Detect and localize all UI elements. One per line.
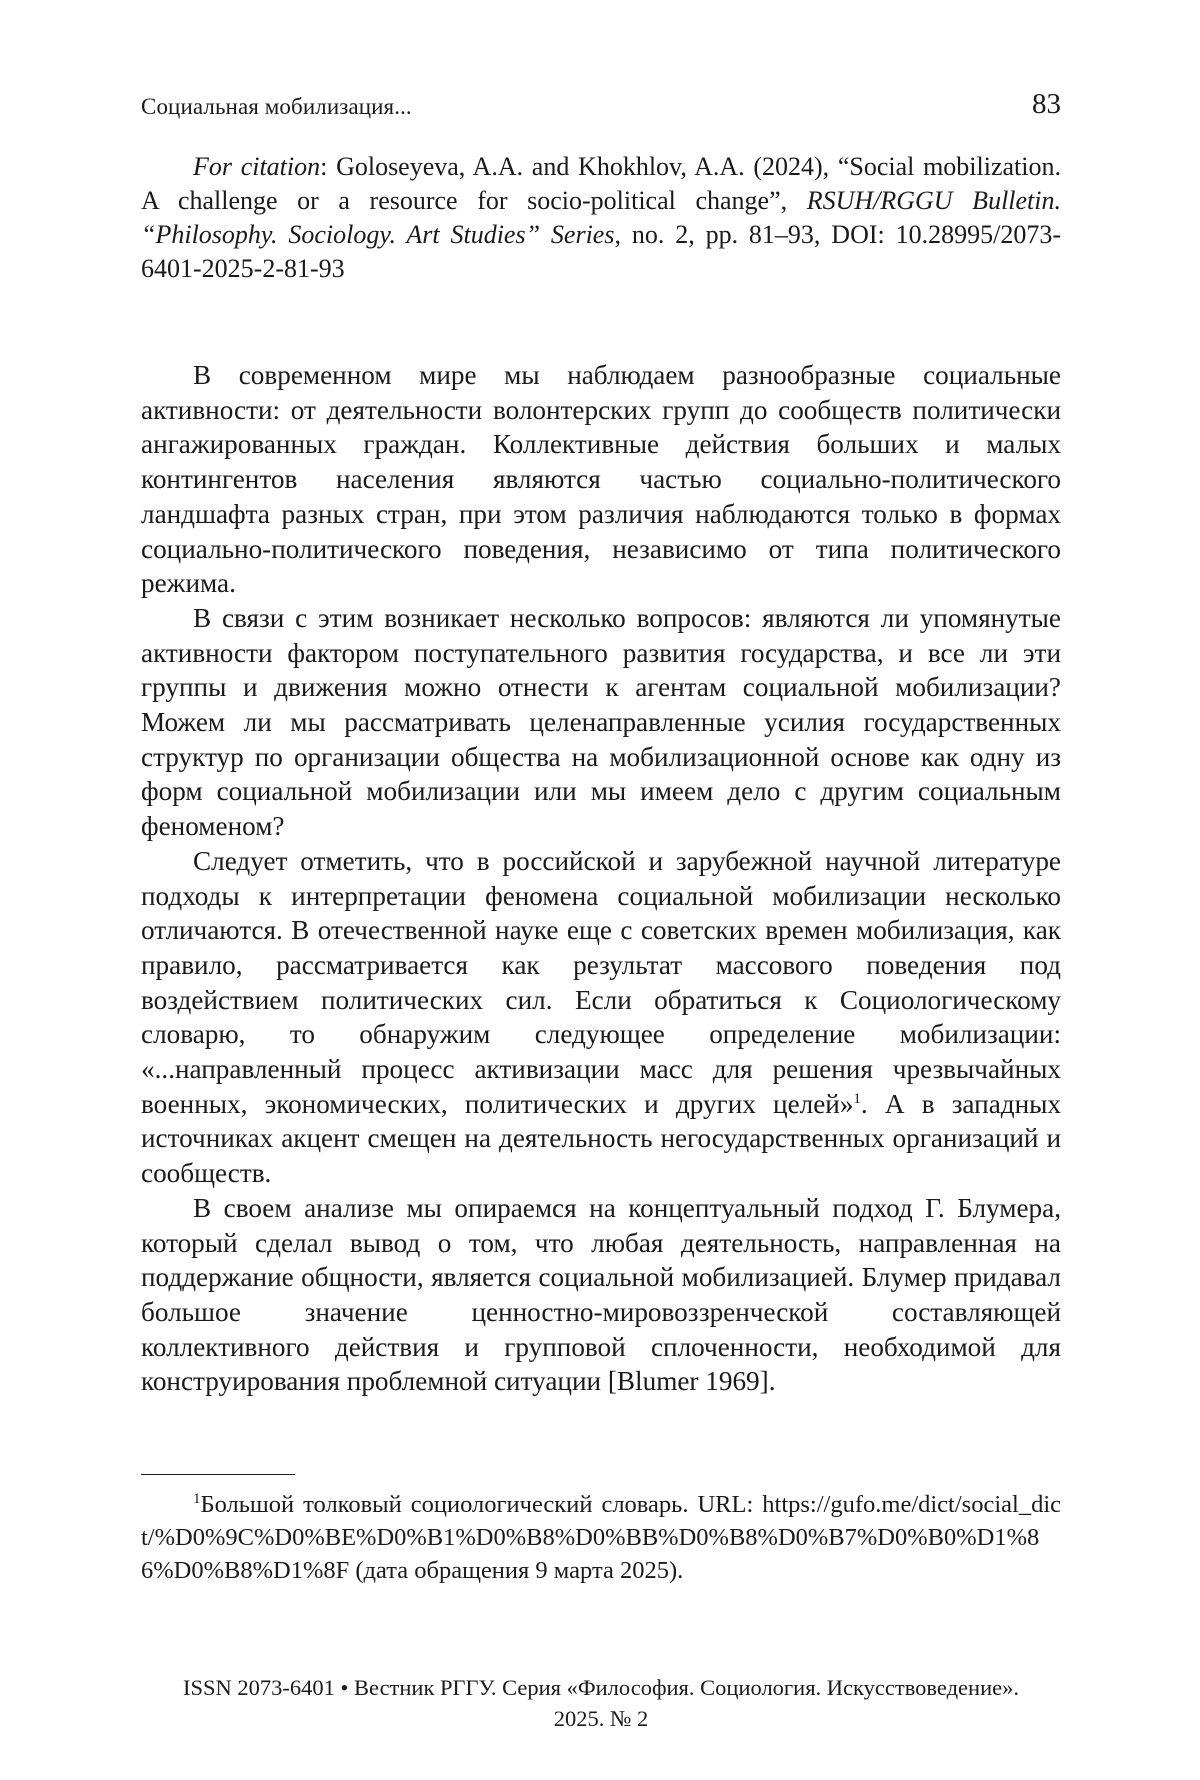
paragraph-2: В связи с этим возникает несколько вопросов: являются ли упомянутые активности фактором поступательного развития государства, и все ли эти группы и движения можно отнести к агентам социальной мобилизации? Можем ли мы рассматривать целенаправленные усилия государственных структур по организации общества на мобилизационной основе как одну из форм социальной мобилизации или мы имеем дело с другим социальным феноменом? xyxy=(141,602,1061,842)
body-text xyxy=(141,358,1061,1399)
paragraph-4: В своем анализе мы опираемся на концептуальный подход Г. Блумера, который сделал вывод о том, что любая деятельность, направленная на поддержание общности, является социальной мобилизацией. Блумер придавал большое значение ценностно-мировоззренческой составляющей коллективного действия и групповой сплоченности, необходимой для конструирования проблемной ситуации [Blumer 1969]. xyxy=(141,1192,1061,1397)
page-number: 83 xyxy=(1032,88,1061,120)
citation-separator: : xyxy=(320,152,337,181)
citation-journal: RSUH/RGGU Bulletin. “Philosophy. Sociology. Art Studies” Series xyxy=(141,186,1062,249)
footnote-reference: 1 xyxy=(853,1090,861,1107)
paragraph-3 xyxy=(141,844,1061,1191)
footer-journal-line: ISSN 2073-6401 • Вестник РГГУ. Серия «Философия. Социология. Искусствоведение». xyxy=(183,1675,1019,1700)
running-title: Социальная мобилизация... xyxy=(141,94,412,119)
footnote-divider xyxy=(141,1474,295,1475)
footnote-marker: 1 xyxy=(193,1490,201,1507)
footer-issue-line: 2025. № 2 xyxy=(553,1706,649,1731)
footnote-text: Большой толковый социологический словарь. URL: https://gufo.me/dict/social_dict/%D0%9C%D0%BE%D0%B1%D0%B8%D0%BB%D0%B8%D0%B7%D0%B0%D1%86%D0%B8%D1%8F (дата обращения 9 марта 2025). xyxy=(141,1491,1061,1584)
paragraph-3-text: Следует отметить, что в российской и зарубежной научной литературе подходы к интерпретации феномена социальной мобилизации несколько отличаются. В отечественной науке еще с советских времен мобилизация, как правило, рассматривается как результат массового поведения под воздействием политических сил. Если обратиться к Социологическому словарю, то обнаружим следующее определение мобилизации: «...направленный процесс активизации масс для решения чрезвычайных военных, экономических, политических и других целей» xyxy=(141,845,1061,1119)
citation-label: For citation xyxy=(193,152,321,181)
running-head xyxy=(141,88,1061,128)
citation-authors: Goloseyeva, A.A. and Khokhlov, A.A. (2024), “Social mobilization. A challenge or a resource for socio-political change”, xyxy=(141,152,1062,215)
document-page xyxy=(141,0,1061,1780)
paragraph-3-text-end: . А в западных источниках акцент смещен на деятельность негосударственных организаций и сообществ. xyxy=(141,1088,1062,1189)
page-footer xyxy=(141,1672,1061,1734)
paragraph-1: В современном мире мы наблюдаем разнообразные социальные активности: от деятельности волонтерских групп до сообществ политически ангажированных граждан. Коллективные действия больших и малых контингентов населения являются частью социально-политического ландшафта разных стран, при этом различия наблюдаются только в формах социально-политического поведения, независимо от типа политического режима. xyxy=(141,360,1061,599)
citation-tail: , no. 2, pp. 81–93, DOI: 10.28995/2073-6401-2025-2-81-93 xyxy=(141,220,1061,283)
citation-block xyxy=(141,150,1061,286)
footnote xyxy=(141,1488,1061,1587)
